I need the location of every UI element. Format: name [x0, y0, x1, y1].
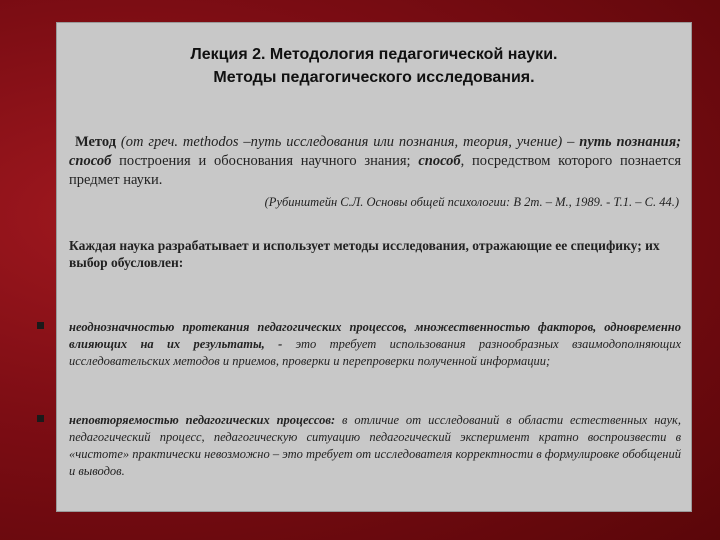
bullet-text: [69, 319, 681, 370]
definition-term: Метод: [75, 134, 117, 150]
citation: (Рубинштейн С.Л. Основы общей психологии: В 2т. – М., 1989. - Т.1. – С. 44.): [264, 195, 679, 209]
definition-term-2: путь познания; способ: [69, 134, 682, 169]
square-bullet-icon: [37, 415, 44, 422]
title-line-1: Лекция 2. Методология педагогической науки.: [190, 46, 558, 63]
bullet-rest: в отличие от исследований в области естественных наук, педагогический процесс, педагогическую ситуацию педагогический эксперимент кратно воспроизвести в «чистоте» практически невозможно – это требует от исследователя корректности в формулировке обобщений и выводов.: [69, 413, 682, 478]
bullet-lead: неоднозначностью протекания педагогических процессов, множественностью факторов, одновременно влияющих на их результаты, -: [69, 320, 681, 351]
definition-term-3: способ: [418, 153, 461, 169]
bullet-rest: это требует использования разнообразных взаимодополняющих исследовательских методов и приемов, проверки и перепроверки полученной информации;: [69, 337, 681, 368]
definition-part-2: построения и обоснования научного знания;: [119, 153, 411, 169]
bullet-text: [69, 412, 681, 480]
intro-paragraph: Каждая наука разрабатывает и использует методы исследования, отражающие ее специфику; их выбор обусловлен:: [69, 238, 660, 270]
content-panel: [56, 22, 692, 512]
bullet-lead: неповторяемостью педагогических процессов:: [69, 413, 336, 427]
method-definition: [69, 133, 681, 190]
definition-part-3: , посредством которого познается предмет науки.: [69, 153, 682, 188]
slide-title: [57, 43, 691, 89]
definition-part-1: (от греч. methodos –путь исследования или познания, теория, учение) –: [120, 134, 575, 150]
square-bullet-icon: [37, 322, 44, 329]
title-line-2: Методы педагогического исследования.: [213, 69, 535, 86]
